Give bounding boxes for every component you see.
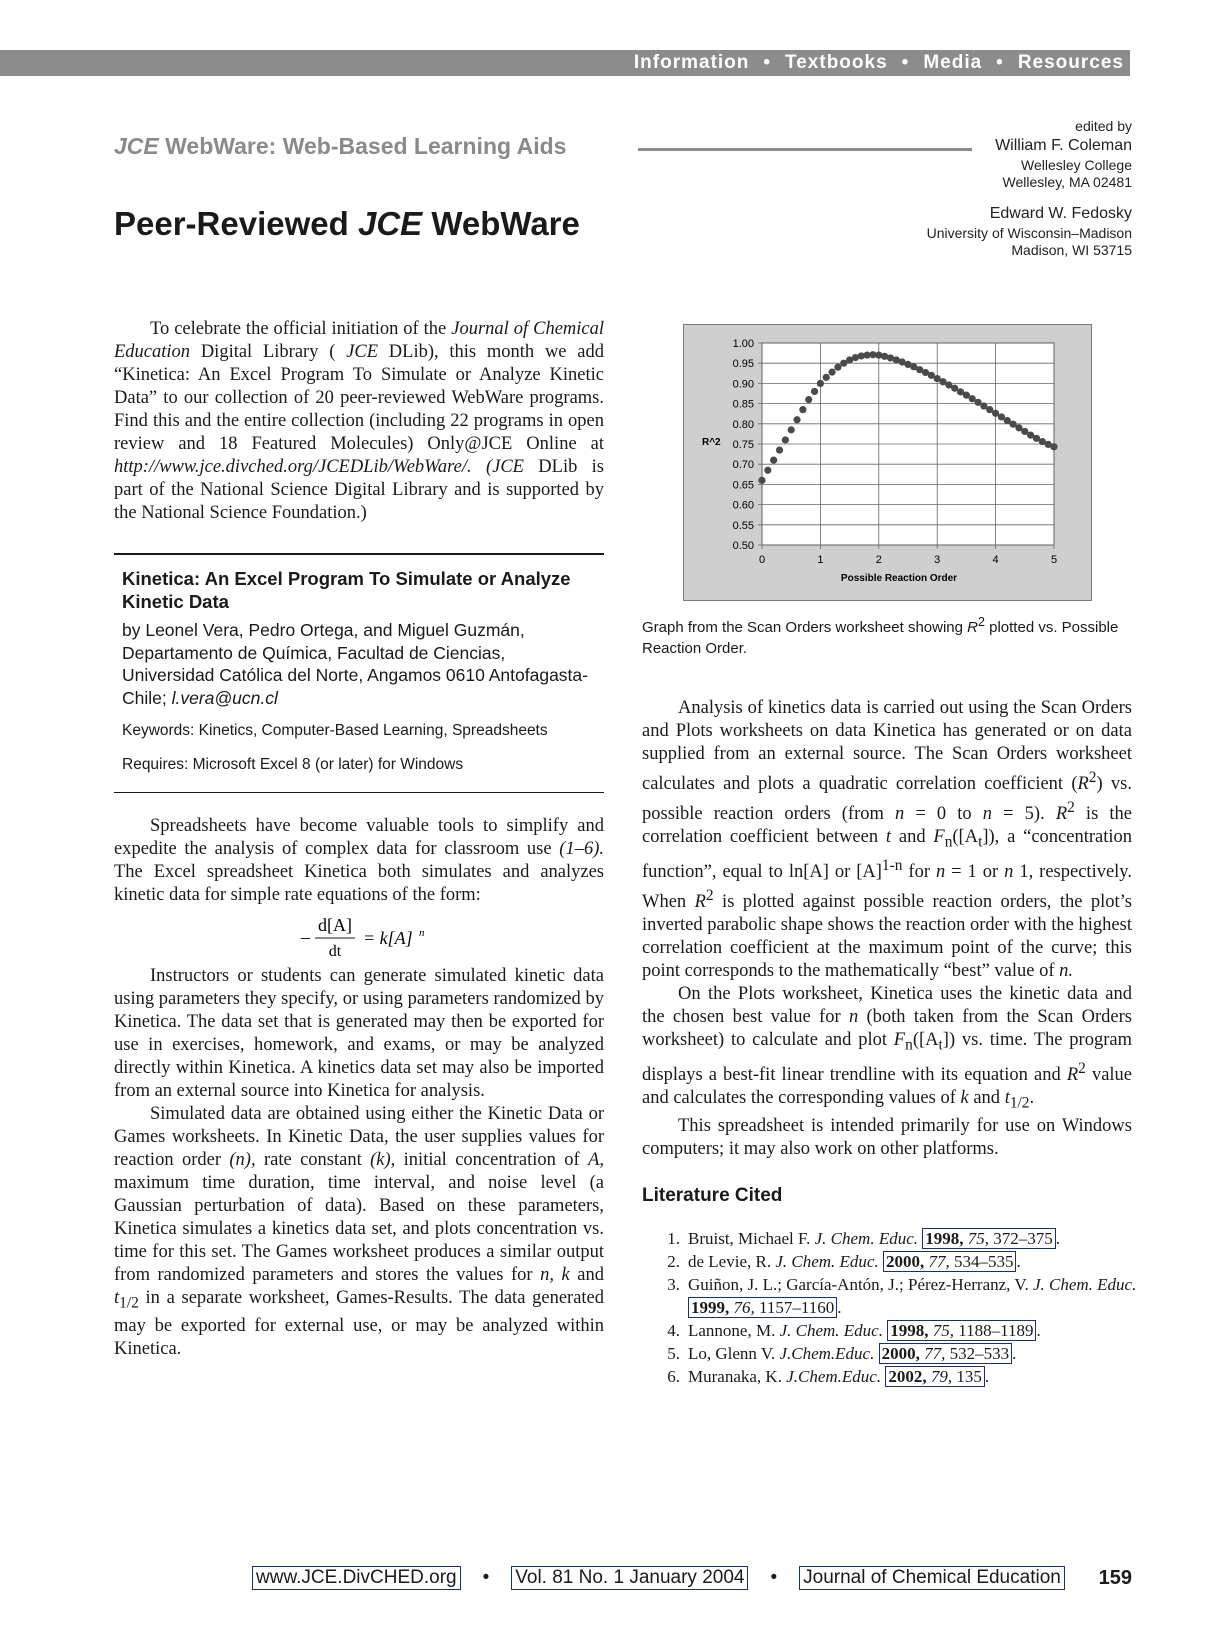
eq-rhs: = k[A]	[363, 928, 413, 948]
footer-issue-link[interactable]: Vol. 81 No. 1 January 2004	[511, 1566, 748, 1590]
text: Simulated data are obtained using either the Kinetic Data or Games worksheets. In Kinetic Data, the user supplies values for reaction order	[114, 1104, 604, 1170]
y-tick-label: 0.70	[732, 459, 754, 472]
text: is plotted against possible reaction orders, the plot’s inverted parabolic shape shows the reaction order with the highest correlation coefficient at the maximum point of the curve; this point corresponds to the mathematically “best” value of	[642, 892, 1132, 982]
data-point	[805, 396, 812, 403]
reference-authors: Lannone, M.	[688, 1321, 780, 1340]
data-point	[823, 374, 830, 381]
author-email-link[interactable]: l.vera@ucn.cl	[171, 687, 278, 708]
superscript: 2	[1088, 769, 1097, 786]
x-tick-labels	[759, 554, 1057, 566]
nav-item-textbooks[interactable]: Textbooks	[785, 52, 888, 73]
superscript: 2	[705, 887, 714, 905]
x-axis-label: Possible Reaction Order	[840, 573, 958, 584]
reference-item	[642, 1365, 1142, 1388]
reference-journal: J. Chem. Educ.	[775, 1252, 879, 1271]
nav-separator: •	[901, 52, 910, 73]
reference-volume: 76,	[733, 1298, 755, 1317]
subscript: t	[978, 834, 983, 851]
reference-link[interactable]	[883, 1251, 1017, 1272]
text: .	[1029, 1088, 1035, 1109]
paragraph	[642, 697, 1132, 983]
y-tick-label: 0.50	[732, 540, 754, 552]
paragraph	[114, 815, 604, 907]
x-tick-label: 2	[875, 554, 882, 566]
footer-separator: •	[770, 1567, 778, 1588]
text: and	[968, 1088, 1005, 1109]
y-axis-label: R^2	[702, 437, 721, 448]
reference-tail: .	[1036, 1321, 1041, 1340]
text: rate constant	[255, 1150, 371, 1170]
paragraph: This spreadsheet is intended primarily for use on Windows computers; it may also work on other platforms.	[642, 1115, 1132, 1159]
x-tick-label: 1	[817, 554, 824, 566]
reference-journal: J. Chem. Educ.	[814, 1229, 918, 1248]
intro-url-link[interactable]: http://www.jce.divched.org/JCEDLib/WebWare/. (JCE	[114, 457, 524, 477]
reference-tail: .	[837, 1298, 842, 1317]
reference-text	[688, 1273, 1142, 1319]
reference-link[interactable]	[922, 1228, 1056, 1249]
text: ]), a “concentration function”, equal to ln[A] or [A]	[642, 827, 1133, 883]
intro-paragraph	[114, 318, 604, 525]
data-point	[776, 446, 783, 453]
paragraph	[642, 983, 1132, 1115]
text: Spreadsheets have become valuable tools to simplify and expedite the analysis of complex data for classroom use	[114, 816, 604, 859]
reference-number: 6.	[667, 1367, 680, 1386]
var: k	[960, 1088, 969, 1109]
reference-year: 1999,	[691, 1298, 730, 1317]
text: maximum time duration, time interval, and noise level (a Gaussian perturbation of data). Based on these parameters, Kinetica simulates a kinetics data set, and plots concentration vs. time for this set. The Games worksheet produces a similar output from randomized parameters and stores the values for	[114, 1173, 604, 1285]
y-tick-label: 0.80	[732, 418, 754, 431]
intro-text: DLib is part of the National Science Digital Library and is supported by the National Science Foundation.)	[114, 457, 604, 523]
text: Graph from the Scan Orders worksheet showing	[642, 619, 968, 636]
data-point	[758, 477, 765, 484]
article-requirements: Requires: Microsoft Excel 8 (or later) for Windows	[122, 756, 464, 773]
article-info-box	[114, 553, 604, 793]
reference-link[interactable]	[887, 1320, 1036, 1341]
reference-pages: 1157–1160	[759, 1298, 835, 1317]
var: n	[982, 804, 993, 825]
var: t	[1004, 1088, 1010, 1109]
intro-journal: Journal of Chemical Education	[114, 319, 605, 362]
subscript: n	[944, 834, 953, 851]
text: = 5).	[992, 804, 1056, 825]
reference-number: 1.	[667, 1229, 680, 1248]
data-point	[770, 457, 777, 464]
paragraph	[114, 1103, 604, 1361]
left-body	[114, 815, 604, 1361]
x-tick-label: 0	[758, 554, 766, 566]
page-footer	[252, 1566, 1132, 1590]
intro-text: DLib), this month we add “Kinetica: An Excel Program To Simulate or Analyze Kinetic Data” to our collection of 20 peer-reviewed WebWare programs. Find this and the entire collection (including 22 programs in open review and 18 Featured Molecules) Only@JCE Online at	[114, 342, 604, 454]
reference-number: 5.	[667, 1344, 680, 1363]
reference-link[interactable]	[879, 1343, 1013, 1364]
var: R	[1077, 774, 1089, 795]
reference-year: 2000,	[885, 1252, 925, 1271]
reference-volume: 77,	[924, 1344, 946, 1363]
superscript: 2	[1067, 799, 1075, 817]
var: t	[885, 827, 892, 848]
text: ]) vs. time. The program displays a best-fit linear trendline with its equation and	[642, 1030, 1132, 1086]
text: in a separate worksheet, Games-Results. The data generated may be exported for external use, or may be analyzed within Kinetica.	[114, 1288, 604, 1359]
reference-journal: J. Chem. Educ.	[1032, 1275, 1137, 1294]
reference-volume: 75,	[967, 1229, 989, 1248]
reference-authors: Guiñon, J. L.; García-Antón, J.; Pérez-Herranz, V.	[688, 1275, 1033, 1294]
reference-text	[688, 1342, 1142, 1365]
footer-separator: •	[482, 1567, 490, 1588]
var: t	[114, 1288, 120, 1308]
reference-link[interactable]	[688, 1297, 837, 1318]
reference-link[interactable]	[885, 1366, 985, 1387]
var: n, k	[540, 1265, 570, 1285]
reference-list	[642, 1227, 1142, 1388]
var: n	[1004, 862, 1014, 883]
nav-item-resources[interactable]: Resources	[1017, 52, 1124, 73]
eq-numerator: d[A]	[318, 915, 352, 935]
y-tick-label: 0.65	[732, 479, 754, 492]
var: R	[1066, 1065, 1079, 1086]
reference-tail: .	[1012, 1344, 1017, 1363]
nav-item-media[interactable]: Media	[923, 52, 983, 73]
reference-tail: .	[1055, 1229, 1060, 1248]
reference-pages: 372–375	[993, 1229, 1053, 1248]
reference-journal: J. Chem. Educ.	[779, 1321, 883, 1340]
text: = 1 or	[945, 862, 1005, 883]
editor1-address: Wellesley, MA 02481	[1002, 174, 1132, 190]
reference-volume: 77,	[928, 1252, 950, 1271]
reference-year: 1998,	[925, 1229, 964, 1248]
literature-heading: Literature Cited	[642, 1185, 783, 1206]
text: ([A	[912, 1030, 939, 1051]
reference-authors: Muranaka, K.	[688, 1367, 787, 1386]
eq-minus: –	[301, 927, 310, 947]
var: (k),	[370, 1150, 396, 1170]
text: plotted vs. Possible Reaction Order.	[642, 619, 1119, 657]
editor2-address: Madison, WI 53715	[1011, 242, 1132, 258]
editor2-name: Edward W. Fedosky	[989, 205, 1132, 222]
section-title-text: WebWare: Web-Based Learning Aids	[158, 133, 567, 159]
text: for	[902, 862, 936, 883]
reference-year: 2000,	[881, 1344, 920, 1363]
var: (n),	[229, 1150, 256, 1170]
data-point	[811, 388, 818, 395]
reference-year: 1998,	[890, 1321, 929, 1340]
data-point	[788, 426, 795, 433]
var: R	[1055, 804, 1068, 825]
text: ) vs. possible reaction orders (from	[642, 774, 1132, 825]
text: and	[891, 827, 934, 848]
reference-item	[642, 1273, 1142, 1319]
x-tick-label: 3	[934, 554, 941, 566]
rate-equation-svg	[259, 913, 459, 961]
intro-jce: JCE	[346, 342, 379, 362]
eq-denominator: dt	[328, 943, 342, 960]
text: and	[569, 1265, 604, 1285]
data-point	[834, 364, 841, 371]
var: n	[895, 804, 905, 825]
superscript: 2	[1078, 1060, 1086, 1077]
nav-separator: •	[763, 52, 772, 73]
subscript: n	[905, 1037, 913, 1054]
right-body	[642, 697, 1132, 1161]
reference-number: 2.	[667, 1252, 680, 1271]
y-tick-label: 1.00	[732, 338, 754, 350]
reference-authors: Lo, Glenn V.	[688, 1344, 780, 1363]
y-tick-labels	[733, 338, 754, 552]
var: n	[935, 862, 946, 883]
data-point	[1050, 443, 1057, 450]
reference-number: 4.	[667, 1321, 680, 1340]
text: The Excel spreadsheet Kinetica both simulates and analyzes kinetic data for simple rate equations of the form:	[114, 862, 604, 905]
footer-site-link[interactable]: www.JCE.DivCHED.org	[252, 1566, 461, 1590]
section-title	[114, 133, 566, 160]
reference-tail: .	[1016, 1252, 1021, 1271]
superscript: 2	[978, 615, 985, 629]
var: F	[933, 827, 945, 848]
reference-text	[688, 1227, 1142, 1250]
reference-journal: J.Chem.Educ.	[779, 1344, 875, 1363]
text: value and calculates the corresponding values of	[642, 1065, 1133, 1109]
reference-item	[642, 1319, 1142, 1342]
reference-text	[688, 1365, 1142, 1388]
y-tick-label: 0.55	[732, 519, 754, 532]
text: Analysis of kinetics data is carried out using the Scan Orders and Plots worksheets on data Kinetica has generated or on data supplied from an external source. The Scan Orders worksheet calculates and plots a quadratic correlation coefficient (	[642, 698, 1132, 795]
reference-volume: 79,	[930, 1367, 953, 1386]
editors-block	[927, 118, 1132, 259]
editor2-institution: University of Wisconsin–Madison	[926, 225, 1132, 241]
x-tick-label: 5	[1050, 554, 1058, 566]
paragraph: Instructors or students can generate simulated kinetic data using parameters they specify, or using parameters randomized by Kinetica. The data set that is generated may then be exported for use in exercises, homework, and exams, or may be analyzed directly within Kinetica. A kinetics data set may also be imported from an external source into Kinetica for analysis.	[114, 966, 604, 1101]
page-title	[114, 205, 580, 243]
text: 1, respectively. When	[642, 862, 1132, 913]
page-number: 159	[1098, 1566, 1132, 1589]
reference-item	[642, 1227, 1142, 1250]
var: F	[893, 1030, 906, 1051]
reference-item	[642, 1250, 1142, 1273]
article-authors	[122, 619, 596, 709]
text: initial concentration of	[395, 1150, 589, 1170]
y-tick-label: 0.90	[732, 378, 754, 391]
y-tick-label: 0.75	[732, 439, 754, 451]
data-point	[764, 467, 771, 474]
reference-journal: J.Chem.Educ.	[786, 1367, 882, 1386]
page-title-jce: JCE	[357, 205, 423, 242]
subscript: 1/2	[119, 1294, 139, 1312]
intro-text: To celebrate the official initiation of the	[150, 319, 452, 339]
footer-journal-link[interactable]: Journal of Chemical Education	[799, 1566, 1065, 1590]
intro-text: Digital Library (	[190, 342, 347, 362]
superscript: 1-n	[881, 857, 903, 874]
data-point	[799, 406, 806, 413]
nav-item-information[interactable]: Information	[633, 52, 750, 73]
var: n.	[1059, 961, 1074, 982]
y-tick-label: 0.60	[732, 499, 754, 512]
reference-pages: 135	[956, 1367, 982, 1386]
reference-number: 3.	[667, 1275, 680, 1294]
article-title: Kinetica: An Excel Program To Simulate or Analyze Kinetic Data	[122, 568, 571, 612]
subscript: t	[938, 1037, 943, 1054]
text: = 0 to	[904, 804, 983, 825]
reference-pages: 1188–1189	[958, 1321, 1034, 1340]
reference-volume: 75,	[932, 1321, 954, 1340]
y-tick-label: 0.95	[732, 358, 754, 371]
authors-text: by Leonel Vera, Pedro Ortega, and Miguel Guzmán, Departamento de Química, Facultad de Ciencias, Universidad Católica del Norte, Angamos 0610 Antofagasta-Chile;	[122, 620, 588, 708]
text: ([A	[952, 827, 979, 848]
var: n	[848, 1007, 859, 1028]
reference-text	[688, 1250, 1142, 1273]
text: On the Plots worksheet, Kinetica uses the kinetic data and the chosen best value for	[642, 984, 1132, 1028]
data-point	[793, 416, 800, 423]
chart-svg	[684, 325, 1091, 600]
section-title-jce: JCE	[114, 133, 159, 159]
top-nav-bar	[0, 50, 1130, 76]
data-point	[782, 436, 789, 443]
rate-equation	[114, 913, 604, 961]
text: is the correlation coefficient between	[642, 804, 1132, 848]
reference-text	[688, 1319, 1142, 1342]
chart-grid	[758, 343, 1054, 549]
article-keywords: Keywords: Kinetics, Computer-Based Learning, Spreadsheets	[122, 722, 548, 739]
var: R	[694, 892, 706, 913]
x-tick-label: 4	[992, 554, 999, 566]
page-title-a: Peer-Reviewed	[114, 205, 358, 242]
eq-exponent: n	[419, 927, 425, 939]
data-point	[817, 380, 824, 387]
editor1-name: William F. Coleman	[995, 137, 1132, 154]
data-point	[828, 368, 835, 375]
reference-tail: .	[984, 1367, 990, 1386]
reference-pages: 534–535	[953, 1252, 1014, 1271]
edited-by: edited by	[1075, 118, 1132, 134]
section-rule	[638, 148, 972, 151]
reference-pages: 532–533	[949, 1344, 1010, 1363]
text: (both taken from the Scan Orders worksheet) to calculate and plot	[642, 1007, 1132, 1051]
reference-authors: Bruist, Michael F.	[688, 1229, 815, 1248]
var: A,	[588, 1150, 604, 1170]
reference-item	[642, 1342, 1142, 1365]
editor1-institution: Wellesley College	[1020, 157, 1132, 173]
y-tick-label: 0.85	[732, 398, 754, 411]
reference-year: 2002,	[888, 1367, 927, 1386]
figure-caption	[642, 612, 1132, 659]
scan-orders-chart	[683, 324, 1092, 601]
subscript: 1/2	[1009, 1094, 1030, 1112]
reference-authors: de Levie, R.	[688, 1252, 776, 1271]
citation: (1–6).	[559, 839, 604, 859]
page-title-b: WebWare	[422, 205, 580, 242]
nav-separator: •	[996, 52, 1004, 73]
var: R	[967, 619, 978, 636]
